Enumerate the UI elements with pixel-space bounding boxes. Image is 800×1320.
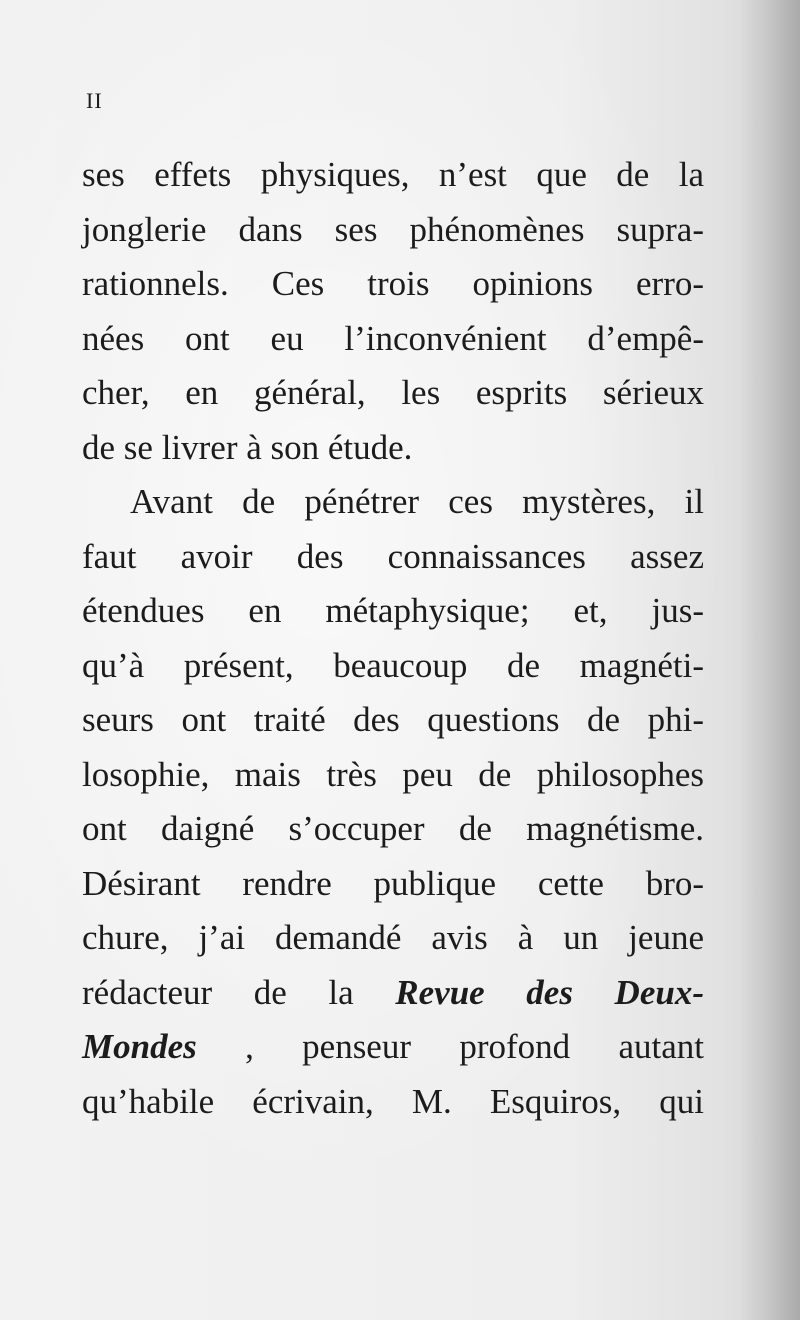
text-line: qu’à présent, beaucoup de magnéti- (82, 645, 704, 685)
text-line-roman: , penseur profond autant (196, 1027, 704, 1066)
text-line (82, 966, 704, 1021)
text-line: seurs ont traité des questions de phi- (82, 700, 704, 739)
text-line-italic: Revue des Deux- (395, 972, 704, 1012)
text-line: cher, en général, les esprits sérieux (82, 373, 704, 412)
text-line: Désirant rendre publique cette bro- (82, 863, 704, 903)
text-line: qu’habile écrivain, M. Esquiros, qui (82, 1081, 704, 1121)
text-line: rationnels. Ces trois opinions erro- (82, 264, 704, 303)
text-line: nées ont eu l’inconvénient d’empê- (82, 318, 704, 358)
page-edge-shadow (740, 0, 800, 1320)
text-line: losophie, mais très peu de philosophes (82, 754, 704, 794)
text-line: faut avoir des connaissances assez (82, 536, 704, 576)
text-line: étendues en métaphysique; et, jus- (82, 591, 704, 630)
text-line: chure, j’ai demandé avis à un jeune (82, 918, 704, 957)
body-text (82, 148, 704, 1129)
text-line-italic: Mondes (82, 1027, 197, 1066)
text-line: Avant de pénétrer ces mystères, il (130, 482, 704, 521)
text-line: ont daigné s’occuper de magnétisme. (82, 809, 704, 848)
text-line: de se livrer à son étude. (82, 427, 413, 467)
text-line (82, 1020, 704, 1075)
text-line-roman: rédacteur de la (82, 972, 396, 1012)
page-number: II (86, 88, 103, 113)
text-line: jonglerie dans ses phénomènes supra- (82, 209, 704, 249)
text-line: ses effets physiques, n’est que de la (82, 155, 704, 194)
